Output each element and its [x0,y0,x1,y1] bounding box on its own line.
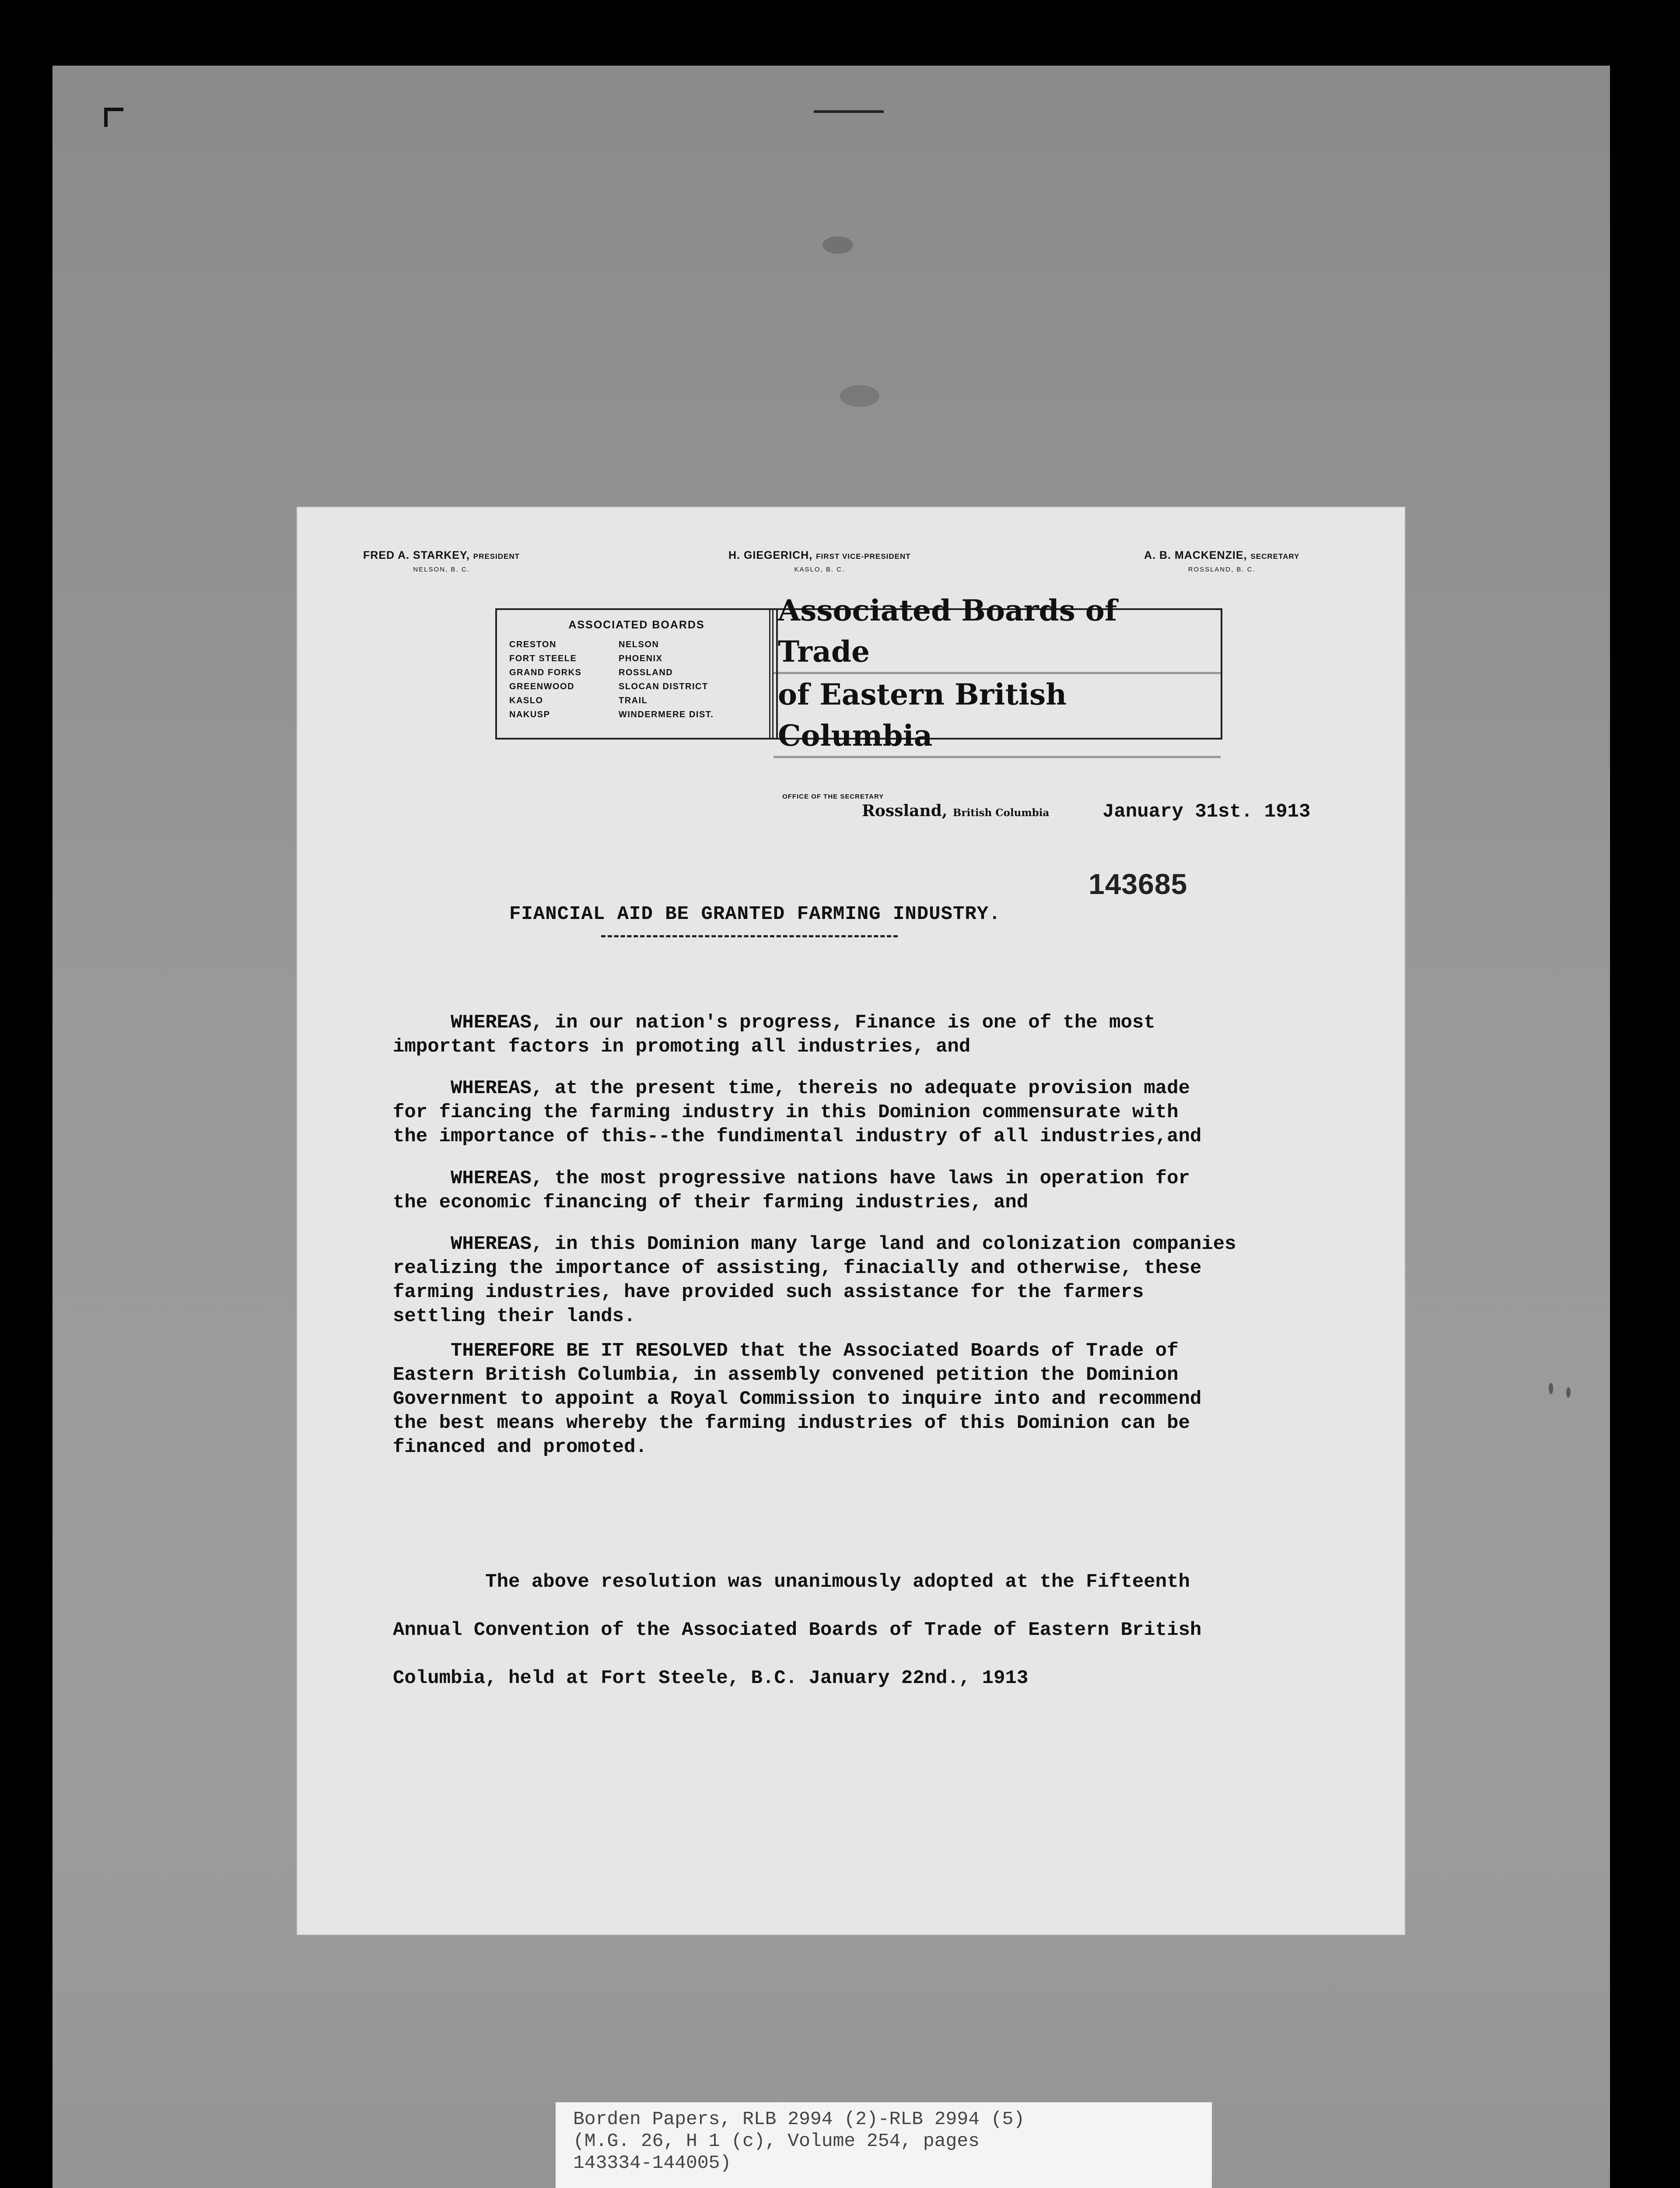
text-line: THEREFORE BE IT RESOLVED that the Associated Boards of Trade of [393,1340,1179,1362]
board-name: GRAND FORKS [509,668,582,677]
letter-page [298,508,1404,1934]
board-name: GREENWOOD [509,682,575,691]
organization-name-box [769,593,1222,753]
text-line: for fiancing the farming industry in this Dominion commensurate with [393,1101,1179,1123]
text-line: the best means whereby the farming industries of this Dominion can be [393,1412,1190,1434]
text-line: Annual Convention of the Associated Boards of Trade of Eastern British [393,1619,1202,1641]
officer-title: FIRST VICE-PRESIDENT [816,552,911,561]
text-line: Columbia, held at Fort Steele, B.C. January 22nd., 1913 [393,1667,1029,1689]
text-line: settling their lands. [393,1305,636,1327]
place-province: British Columbia [952,807,1050,819]
text-line: the importance of this--the fundimental industry of all industries,and [393,1126,1202,1147]
text-line: WHEREAS, in this Dominion many large land and colonization companies [393,1233,1236,1255]
associated-boards-heading: ASSOCIATED BOARDS [568,619,705,631]
resolution-paragraph [393,1339,1368,1459]
organization-name-line1: Associated Boards of Trade [774,590,1221,674]
letter-date: January 31st. 1913 [1102,801,1311,823]
boards-list-right [619,638,728,722]
text-line: realizing the importance of assisting, finacially and otherwise, these [393,1257,1202,1279]
text-line: WHEREAS, at the present time, thereis no adequate provision made [393,1077,1190,1099]
officer-secretary [1144,549,1299,576]
officer-title: PRESIDENT [473,552,520,561]
film-speck [840,385,879,407]
adoption-note [393,1558,1368,1702]
officer-name: A. B. MACKENZIE, [1144,549,1247,561]
text-line: WHEREAS, the most progressive nations have laws in operation for [393,1168,1190,1189]
board-name: PHOENIX [619,654,663,663]
film-speck [822,236,853,254]
text-line: Eastern British Columbia, in assembly convened petition the Dominion [393,1364,1179,1386]
stamp-number: 143685 [1088,868,1188,900]
office-label: OFFICE OF THE SECRETARY [782,793,884,800]
officer-title: SECRETARY [1250,552,1300,561]
board-name: SLOCAN DISTRICT [619,682,708,691]
board-name: TRAIL [619,696,648,705]
officer-location: NELSON, B. C. [413,566,470,573]
officer-vice-president [728,549,911,576]
frame-top-mark [814,110,884,113]
board-name: WINDERMERE DIST. [619,710,714,719]
officer-location: KASLO, B. C. [794,566,845,573]
frame-corner-mark [104,108,123,127]
text-line: farming industries, have provided such assistance for the farmers [393,1281,1144,1303]
board-name: KASLO [509,696,543,705]
place-city: Rossland, [862,802,948,820]
reference-line: Borden Papers, RLB 2994 (2)-RLB 2994 (5) [573,2108,1025,2130]
officer-name: FRED A. STARKEY, [363,549,470,561]
whereas-paragraph-1 [393,1011,1368,1059]
reference-line: 143334-144005) [573,2152,732,2174]
whereas-paragraph-3 [393,1167,1368,1215]
text-line: The above resolution was unanimously adopted at the Fifteenth [393,1571,1190,1593]
officer-name: H. GIEGERICH, [728,549,813,561]
organization-name-line2: of Eastern British Columbia [774,674,1221,758]
text-line: WHEREAS, in our nation's progress, Finance is one of the most [393,1012,1155,1034]
text-line: the economic financing of their farming industries, and [393,1192,1029,1213]
board-name: FORT STEELE [509,654,577,663]
board-name: ROSSLAND [619,668,673,677]
text-line: important factors in promoting all industries, and [393,1036,971,1058]
board-name: CRESTON [509,640,556,649]
document-title: FIANCIAL AID BE GRANTED FARMING INDUSTRY. [509,903,1001,925]
reference-line: (M.G. 26, H 1 (c), Volume 254, pages [573,2130,980,2152]
office-location [862,802,1049,820]
boards-list-left [509,638,619,722]
officer-president [363,549,520,576]
board-name: NAKUSP [509,710,550,719]
film-speck [1566,1387,1571,1398]
reference-label [556,2102,1212,2188]
associated-boards-box [495,608,778,740]
officer-location: ROSSLAND, B. C. [1188,566,1256,573]
film-speck [1549,1383,1553,1394]
whereas-paragraph-2 [393,1076,1368,1149]
text-line: financed and promoted. [393,1436,647,1458]
board-name: NELSON [619,640,659,649]
whereas-paragraph-4 [393,1232,1368,1329]
text-line: Government to appoint a Royal Commission to inquire into and recommend [393,1388,1202,1410]
